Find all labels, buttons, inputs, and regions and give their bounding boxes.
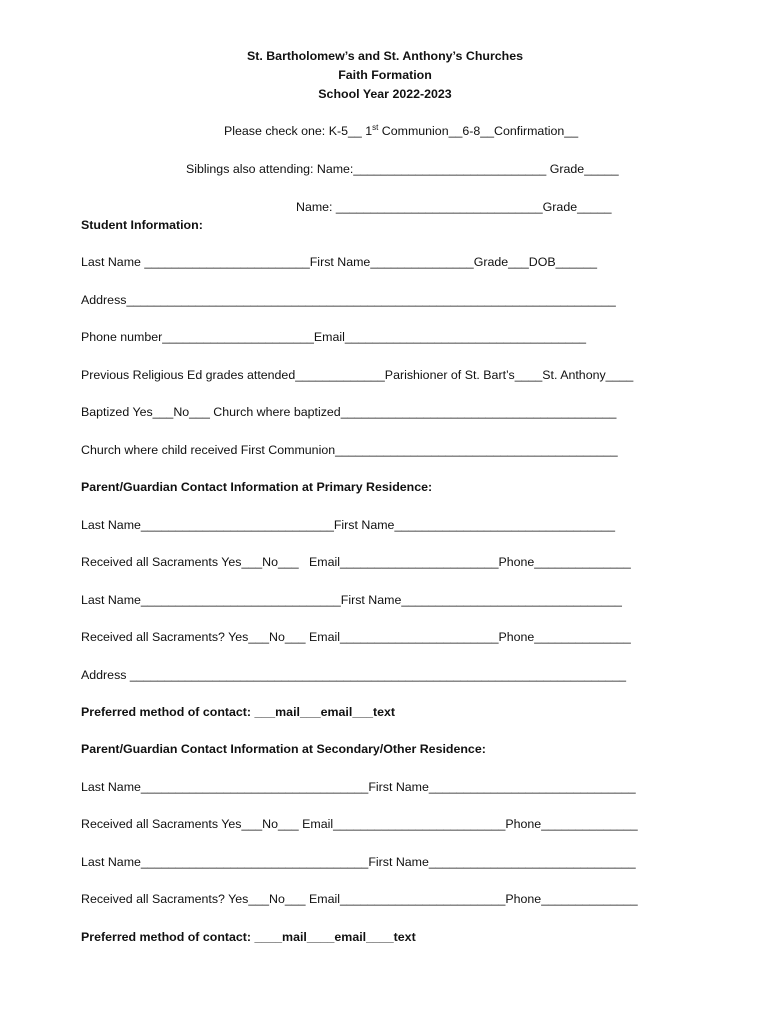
student-phone-field: Phone number______________________Email___________________________________ bbox=[81, 330, 587, 344]
primary-parent2-sacraments-field: Received all Sacraments? Yes___No___ Email_______________________Phone______________ bbox=[81, 630, 631, 644]
primary-preferred-contact: Preferred method of contact: ___mail___email___text bbox=[81, 705, 396, 719]
check-one-line bbox=[224, 123, 578, 139]
primary-parent2-name-field: Last Name_____________________________First Name________________________________ bbox=[81, 593, 622, 607]
header-church-names: St. Bartholomew’s and St. Anthony’s Churches bbox=[246, 49, 524, 63]
student-address-field: Address_______________________________________________________________________ bbox=[81, 293, 616, 307]
siblings-line-2: Name: ______________________________Grade_____ bbox=[296, 200, 612, 214]
primary-parent1-name-field: Last Name____________________________First Name________________________________ bbox=[81, 518, 615, 532]
check-one-suffix: Communion__6-8__Confirmation__ bbox=[378, 124, 579, 138]
secondary-parent2-name-field: Last Name_________________________________First Name______________________________ bbox=[81, 855, 636, 869]
secondary-parent2-sacraments-field: Received all Sacraments? Yes___No___ Email________________________Phone______________ bbox=[81, 892, 638, 906]
student-name-field: Last Name ________________________First Name_______________Grade___DOB______ bbox=[81, 255, 597, 269]
primary-residence-heading: Parent/Guardian Contact Information at Primary Residence: bbox=[81, 480, 433, 494]
secondary-parent1-sacraments-field: Received all Sacraments Yes___No___ Email_________________________Phone______________ bbox=[81, 817, 638, 831]
primary-address-field: Address ________________________________________________________________________ bbox=[81, 668, 627, 682]
secondary-residence-heading: Parent/Guardian Contact Information at Secondary/Other Residence: bbox=[81, 742, 486, 756]
student-baptized-field: Baptized Yes___No___ Church where baptized________________________________________ bbox=[81, 405, 617, 419]
header-school-year: School Year 2022-2023 bbox=[318, 87, 452, 101]
check-one-prefix: Please check one: K-5__ 1 bbox=[224, 124, 373, 138]
primary-parent1-sacraments-field: Received all Sacraments Yes___No___ Email_______________________Phone______________ bbox=[81, 555, 631, 569]
secondary-parent1-name-field: Last Name_________________________________First Name______________________________ bbox=[81, 780, 636, 794]
siblings-line-1: Siblings also attending: Name:____________________________ Grade_____ bbox=[186, 162, 619, 176]
secondary-preferred-contact: Preferred method of contact: ____mail____email____text bbox=[81, 930, 416, 944]
header-program: Faith Formation bbox=[338, 68, 432, 82]
student-info-heading: Student Information: bbox=[81, 218, 203, 232]
check-one-sup: st bbox=[372, 123, 379, 132]
student-religious-ed-field: Previous Religious Ed grades attended_____________Parishioner of St. Bart’s____St. Anthony____ bbox=[81, 368, 634, 382]
student-first-communion-field: Church where child received First Communion_________________________________________ bbox=[81, 443, 618, 457]
